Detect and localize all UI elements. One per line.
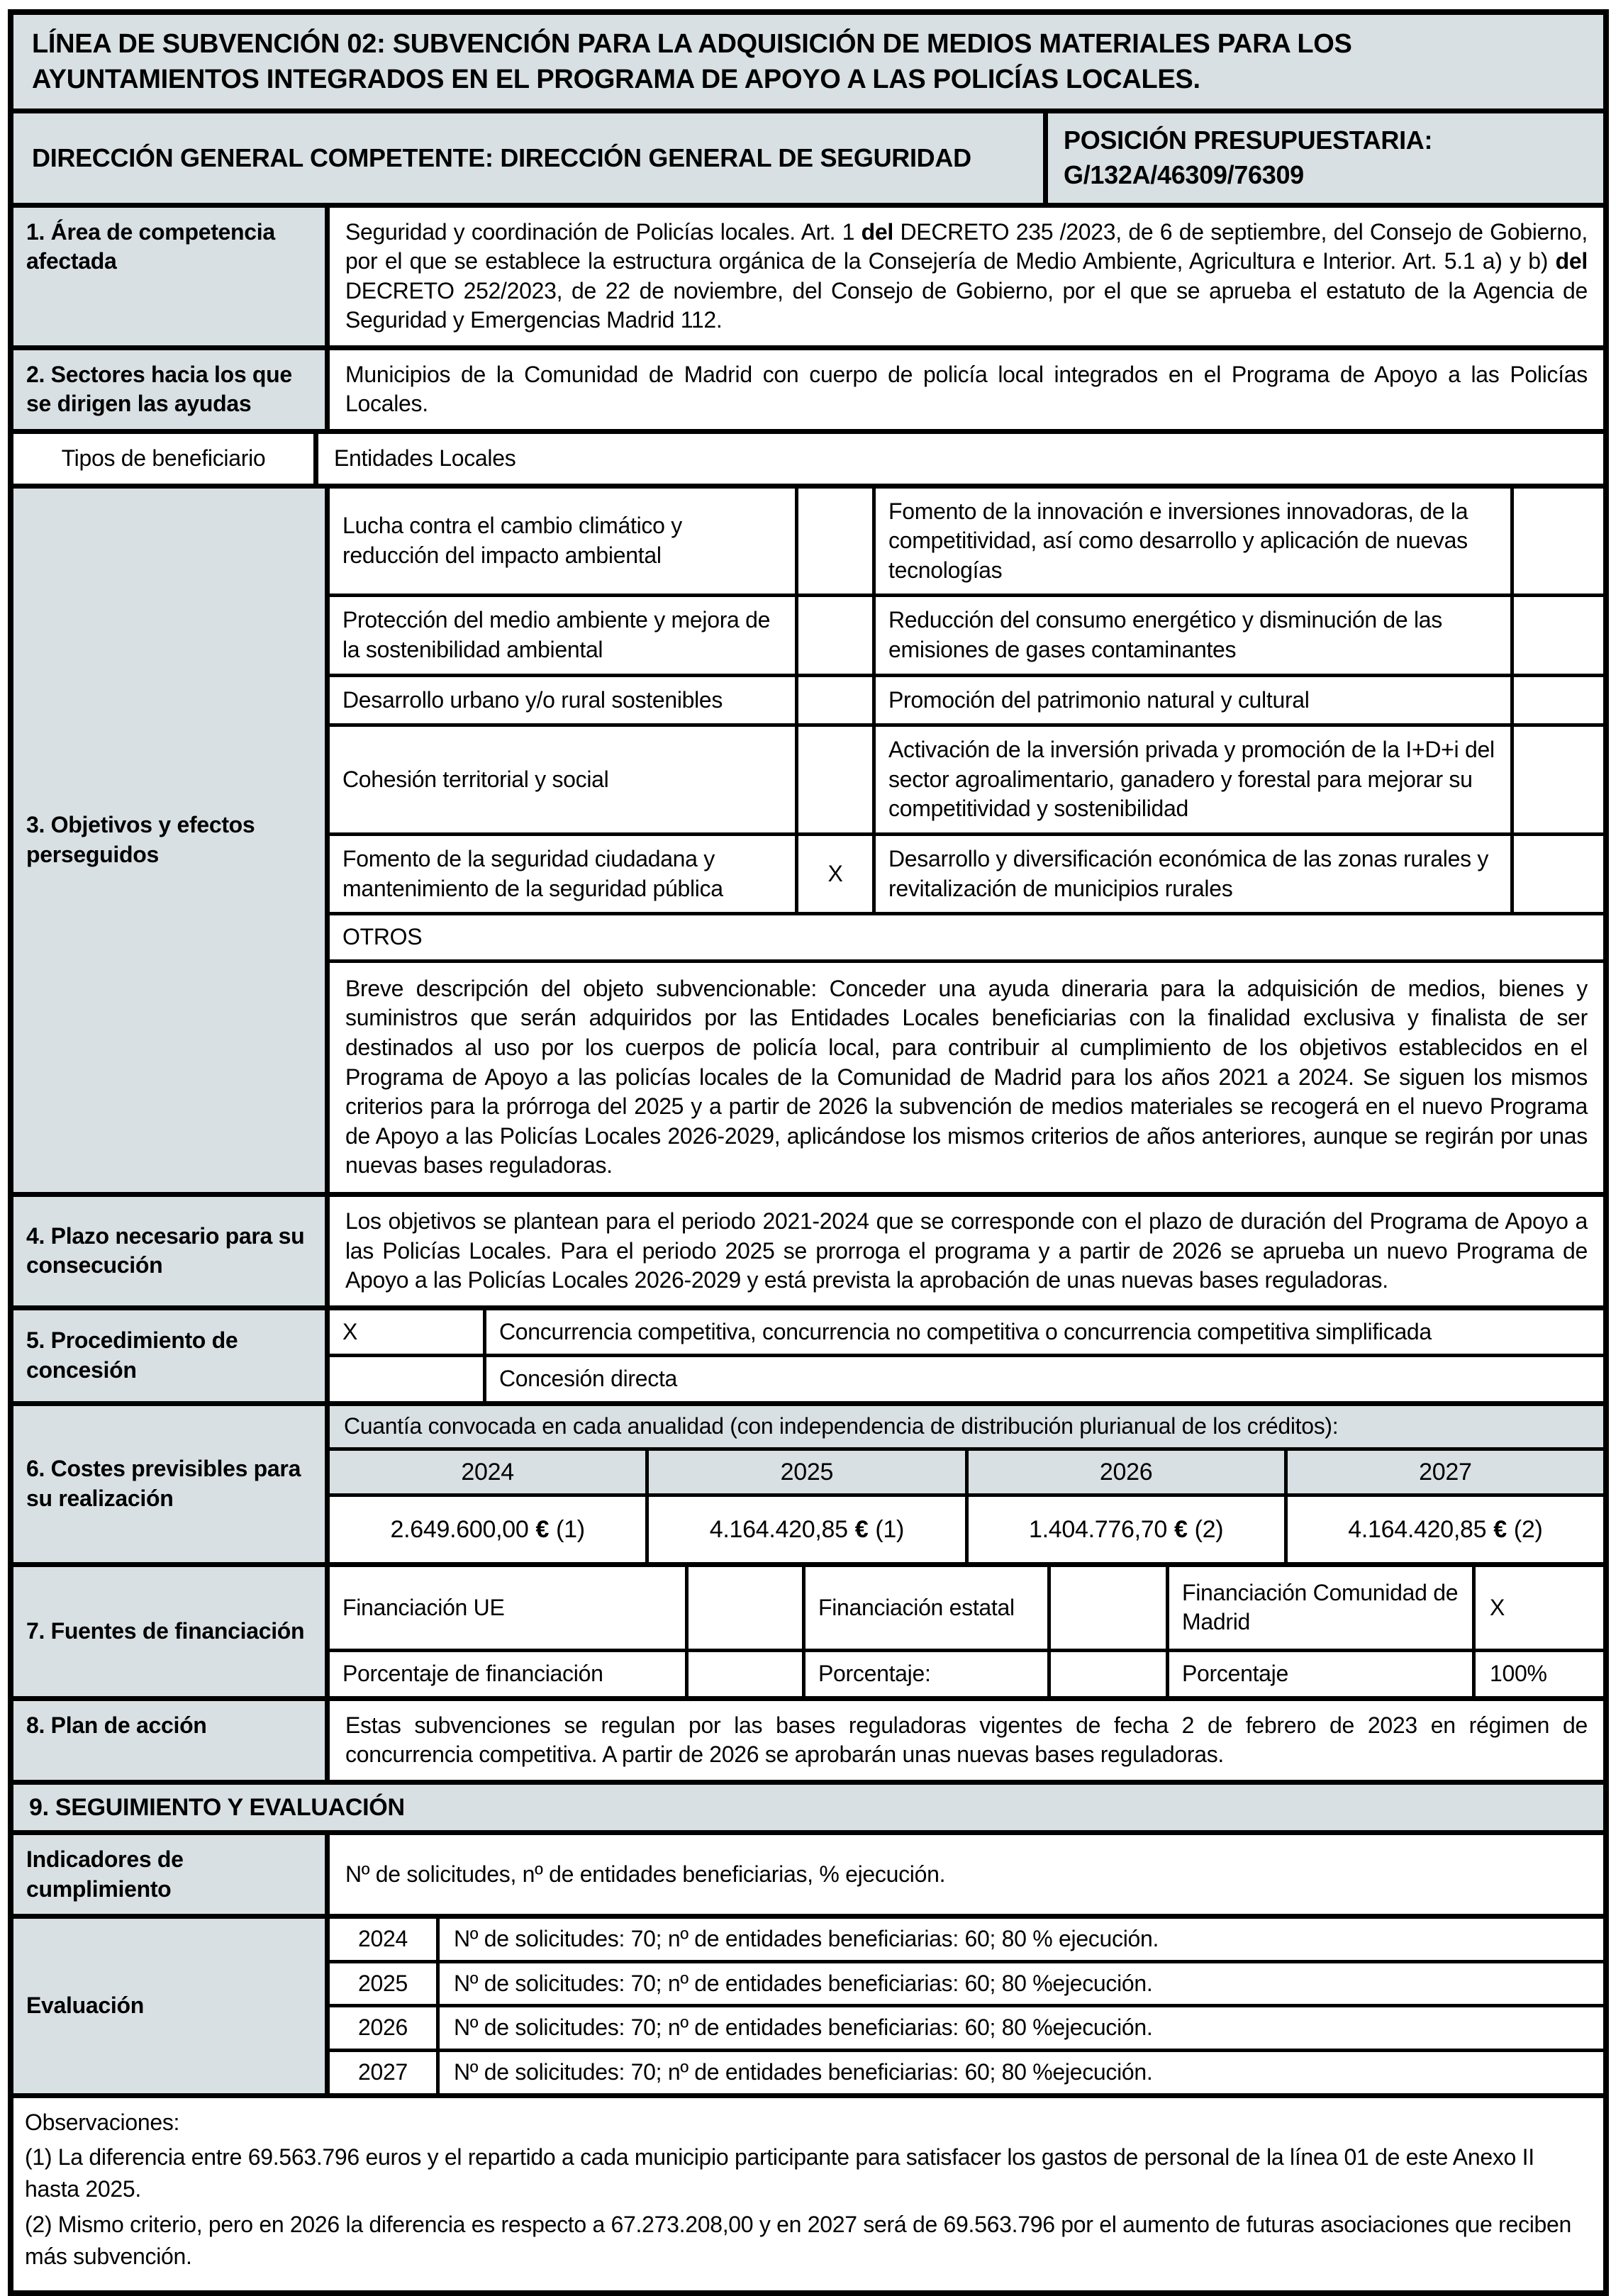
percentage-estatal-value	[1047, 1652, 1166, 1696]
amount-row	[330, 1493, 1603, 1562]
funding-source-row	[330, 1567, 1603, 1649]
section-evaluacion	[13, 1914, 1603, 2092]
amount-note-ref: (1)	[875, 1515, 904, 1543]
descripcion-text: Breve descripción del objeto subvencionable: Conceder una ayuda dineraria para la adquisición de medios, bienes y suministros que serán adquiridos por las Entidades Locales beneficiarias con la finalidad exclusiva y finalista de ser destinados al uso por los cuerpos de policía local, para contribuir al cumplimiento de los objetivos establecidos en el Programa de Apoyo a las policías locales de la Comunidad de Madrid para los años 2021 a 2024. Se siguen los mismos criterios para la prórroga del 2025 y a partir de 2026 la subvención de medios materiales se recogerá en el nuevo Programa de Apoyo a las Policías Locales 2026-2029, aplicándose los mismos criterios de años anteriores, aunque se regirán por unas nuevas bases reguladoras.	[345, 975, 1588, 1178]
year-header: 2026	[965, 1451, 1284, 1493]
objective-left-checkbox	[795, 597, 876, 673]
amount-cell	[645, 1497, 964, 1562]
area-label: 1. Área de competencia afectada	[13, 208, 330, 345]
tipos-label: Tipos de beneficiario	[13, 434, 318, 484]
amount-note-ref: (2)	[1194, 1515, 1224, 1543]
objective-row	[330, 674, 1603, 724]
euro-sign: €	[535, 1515, 550, 1543]
seguimiento-header: 9. SEGUIMIENTO Y EVALUACIÓN	[29, 1793, 405, 1821]
objective-right-label: Desarrollo y diversificación económica de las zonas rurales y revitalización de municipios rurales	[888, 846, 1489, 901]
procedimiento-label: 5. Procedimiento de concesión	[13, 1310, 330, 1401]
tipos-text: Entidades Locales	[334, 445, 516, 472]
plan-text: Estas subvenciones se regulan por las bases reguladoras vigentes de fecha 2 de febrero de 2023 en régimen de concurrencia competitiva. A partir de 2026 se aprobarán unas nuevas bases reguladoras.	[345, 1712, 1588, 1768]
amount-note-ref: (2)	[1513, 1515, 1543, 1543]
section-indicadores	[13, 1830, 1603, 1914]
cuantia-note: Cuantía convocada en cada anualidad (con independencia de distribución plurianual de los créditos):	[344, 1412, 1339, 1439]
euro-sign: €	[854, 1515, 869, 1543]
evaluation-text: Nº de solicitudes: 70; nº de entidades beneficiarias: 60; 80 %ejecución.	[454, 2014, 1153, 2041]
year-header: 2027	[1284, 1451, 1603, 1493]
budget-position-code: G/132A/46309/76309	[1064, 160, 1304, 189]
funding-estatal-checkbox	[1047, 1567, 1166, 1649]
procedure-checkbox	[330, 1357, 486, 1401]
funding-comunidad-checkbox-checked: X	[1472, 1567, 1603, 1649]
evaluation-text: Nº de solicitudes: 70; nº de entidades beneficiarias: 60; 80 %ejecución.	[454, 1970, 1153, 1996]
amount-value: 1.404.776,70	[1029, 1515, 1167, 1543]
objective-left-label: Cohesión territorial y social	[342, 766, 609, 792]
section-costes	[13, 1401, 1603, 1562]
euro-sign: €	[1174, 1515, 1188, 1543]
objective-row	[330, 832, 1603, 912]
objective-right-label: Activación de la inversión privada y promoción de la I+D+i del sector agroalimentario, ganadero y forestal para mejorar su competitividad y sostenibilidad	[888, 737, 1495, 822]
objective-left-checkbox-checked: X	[795, 836, 876, 912]
objective-left-label: Lucha contra el cambio climático y reducción del impacto ambiental	[342, 513, 682, 569]
evaluation-row	[330, 2049, 1603, 2093]
year-header: 2024	[461, 1458, 514, 1486]
section-sectores	[13, 345, 1603, 429]
plazo-text: Los objetivos se plantean para el periodo 2021-2024 que se corresponde con el plazo de duración del Programa de Apoyo a las Policías Locales. Para el periodo 2025 se prorroga el programa y a partir de 2026 se aprueba un nuevo Programa de Apoyo a las Policías Locales 2026-2029 y está prevista la aprobación de unas nuevas bases reguladoras.	[345, 1208, 1588, 1293]
procedure-option-row	[330, 1354, 1603, 1401]
percentage-ue-value	[685, 1652, 802, 1696]
objective-left-label: Fomento de la seguridad ciudadana y mantenimiento de la seguridad pública	[342, 846, 723, 901]
funding-ue-label: Financiación UE	[342, 1594, 505, 1620]
amount-cell	[965, 1497, 1284, 1562]
funding-comunidad-label: Financiación Comunidad de Madrid	[1166, 1567, 1472, 1649]
otros-row	[330, 912, 1603, 959]
objective-row	[330, 723, 1603, 832]
observaciones-title: Observaciones:	[25, 2109, 180, 2135]
subsidy-line-form	[8, 9, 1609, 2296]
amount-note-ref: (1)	[556, 1515, 585, 1543]
evaluation-row	[330, 1919, 1603, 1960]
objective-left-checkbox	[795, 677, 876, 724]
objective-left-checkbox	[795, 489, 876, 594]
sectores-text: Municipios de la Comunidad de Madrid con cuerpo de policía local integrados en el Programa de Apoyo a las Policías Locales.	[345, 361, 1588, 417]
descripcion-row	[330, 959, 1603, 1192]
procedure-option-row	[330, 1310, 1603, 1354]
evaluation-year: 2025	[330, 1963, 440, 2005]
fuentes-label: 7. Fuentes de financiación	[13, 1567, 330, 1696]
section-procedimiento	[13, 1305, 1603, 1401]
section-fuentes	[13, 1562, 1603, 1696]
euro-sign: €	[1493, 1515, 1507, 1543]
title-row	[13, 15, 1603, 108]
objective-right-checkbox	[1510, 836, 1603, 912]
amount-cell	[1284, 1497, 1603, 1562]
form-title: LÍNEA DE SUBVENCIÓN 02: SUBVENCIÓN PARA LA ADQUISICIÓN DE MEDIOS MATERIALES PARA LOS AYUNTAMIENTOS INTEGRADOS EN EL PROGRAMA DE APOYO A LAS POLICÍAS LOCALES.	[13, 15, 1603, 108]
section-plazo	[13, 1192, 1603, 1305]
objective-right-checkbox	[1510, 489, 1603, 594]
objective-right-label: Promoción del patrimonio natural y cultural	[888, 686, 1310, 713]
otros-label: OTROS	[342, 924, 423, 950]
section-objetivos	[13, 484, 1603, 1192]
managing-body-label: DIRECCIÓN GENERAL COMPETENTE: DIRECCIÓN GENERAL DE SEGURIDAD	[13, 113, 1048, 202]
objective-right-checkbox	[1510, 727, 1603, 832]
year-header: 2025	[645, 1451, 964, 1493]
indicadores-text: Nº de solicitudes, nº de entidades beneficiarias, % ejecución.	[345, 1861, 946, 1887]
objetivos-label: 3. Objetivos y efectos perseguidos	[13, 489, 330, 1192]
amount-value: 4.164.420,85	[1348, 1515, 1487, 1543]
cuantia-note-row	[330, 1406, 1603, 1447]
percentage-ue-label: Porcentaje de financiación	[342, 1661, 603, 1687]
procedure-checkbox-checked: X	[330, 1310, 486, 1354]
evaluacion-label: Evaluación	[13, 1919, 330, 2092]
objective-row	[330, 593, 1603, 673]
section-observaciones	[13, 2093, 1603, 2290]
evaluation-row	[330, 1960, 1603, 2005]
budget-position-label: POSICIÓN PRESUPUESTARIA:	[1064, 126, 1433, 155]
budget-position-cell	[1048, 113, 1603, 202]
percentage-estatal-label: Porcentaje:	[802, 1652, 1047, 1696]
percentage-comunidad-label: Porcentaje	[1166, 1652, 1472, 1696]
section-plan	[13, 1696, 1603, 1780]
evaluation-year: 2024	[330, 1919, 440, 1960]
objective-right-checkbox	[1510, 677, 1603, 724]
objective-left-label: Desarrollo urbano y/o rural sostenibles	[342, 686, 723, 713]
objective-left-checkbox	[795, 727, 876, 832]
funding-estatal-label: Financiación estatal	[802, 1567, 1047, 1649]
amount-value: 4.164.420,85	[709, 1515, 848, 1543]
objective-left-label: Protección del medio ambiente y mejora de la sostenibilidad ambiental	[342, 607, 771, 663]
procedure-option-label: Concurrencia competitiva, concurrencia no competitiva o concurrencia competitiva simplificada	[499, 1318, 1432, 1344]
objective-right-label: Fomento de la innovación e inversiones innovadoras, de la competitividad, así como desarrollo y aplicación de nuevas tecnologías	[888, 498, 1468, 583]
procedure-option-label: Concesión directa	[499, 1366, 678, 1392]
percentage-comunidad-value: 100%	[1472, 1652, 1603, 1696]
objective-right-label: Reducción del consumo energético y disminución de las emisiones de gases contaminantes	[888, 607, 1442, 663]
managing-body-row	[13, 108, 1603, 202]
sectores-label: 2. Sectores hacia los que se dirigen las ayudas	[13, 350, 330, 429]
costes-label: 6. Costes previsibles para su realización	[13, 1406, 330, 1562]
evaluation-row	[330, 2004, 1603, 2049]
objective-right-checkbox	[1510, 597, 1603, 673]
funding-ue-checkbox	[685, 1567, 802, 1649]
evaluation-text: Nº de solicitudes: 70; nº de entidades beneficiarias: 60; 80 %ejecución.	[454, 2059, 1153, 2085]
seguimiento-header-row	[13, 1780, 1603, 1830]
funding-percentage-row	[330, 1649, 1603, 1696]
evaluation-text: Nº de solicitudes: 70; nº de entidades beneficiarias: 60; 80 % ejecución.	[454, 1926, 1159, 1952]
amount-cell	[330, 1497, 645, 1562]
area-text: Seguridad y coordinación de Policías locales. Art. 1 del DECRETO 235 /2023, de 6 de septiembre, del Consejo de Gobierno, por el que se establece la estructura orgánica de la Consejería de Medio Ambiente, Agricultura e Interior. Art. 5.1 a) y b) del DECRETO 252/2023, de 22 de noviembre, del Consejo de Gobierno, por el que se aprueba el estatuto de la Agencia de Seguridad y Emergencias Madrid 112.	[345, 218, 1588, 333]
objective-row	[330, 489, 1603, 594]
year-header-row	[330, 1447, 1603, 1493]
evaluation-year: 2026	[330, 2007, 440, 2049]
plan-label: 8. Plan de acción	[13, 1701, 330, 1780]
amount-value: 2.649.600,00	[390, 1515, 529, 1543]
indicadores-label: Indicadores de cumplimiento	[13, 1835, 330, 1914]
evaluation-year: 2027	[330, 2052, 440, 2093]
section-area-competencia	[13, 203, 1603, 345]
section-tipos-beneficiario	[13, 429, 1603, 484]
observaciones-note-1: (1) La diferencia entre 69.563.796 euros y el repartido a cada municipio participante para satisfacer los gastos de personal de la línea 01 de este Anexo II hasta 2025.	[25, 2144, 1534, 2202]
plazo-label: 4. Plazo necesario para su consecución	[13, 1197, 330, 1305]
observaciones-note-2: (2) Mismo criterio, pero en 2026 la diferencia es respecto a 67.273.208,00 y en 2027 será de 69.563.796 por el aumento de futuras asociaciones que reciben más subvención.	[25, 2211, 1571, 2270]
observaciones-block	[13, 2098, 1603, 2290]
